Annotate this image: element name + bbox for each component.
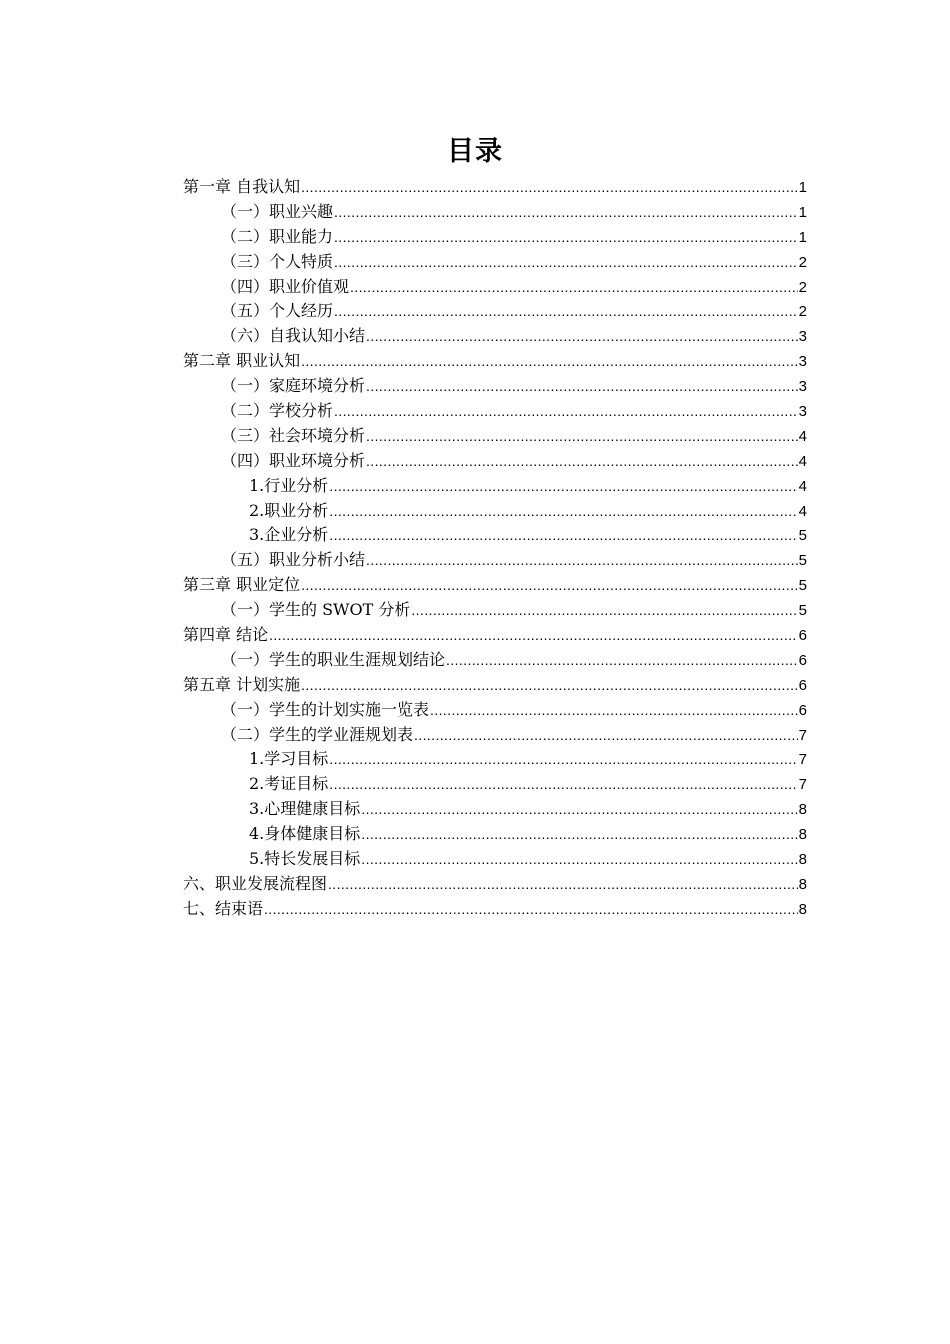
toc-entry-label: 六、职业发展流程图 bbox=[183, 873, 328, 893]
toc-page-number: 3 bbox=[798, 403, 807, 421]
toc-dot-leader bbox=[329, 474, 797, 499]
toc-page-number: 6 bbox=[798, 651, 807, 669]
toc-entry-label: （一）学生的计划实施一览表 bbox=[221, 699, 430, 719]
toc-dot-leader bbox=[334, 225, 798, 250]
toc-dot-leader bbox=[361, 797, 797, 822]
toc-dot-leader bbox=[329, 499, 797, 524]
toc-entry-label: （一）家庭环境分析 bbox=[221, 376, 366, 396]
toc-page-number: 2 bbox=[798, 278, 807, 296]
toc-dot-leader bbox=[366, 374, 798, 399]
toc-page-number: 1 bbox=[798, 203, 807, 221]
toc-entry[interactable] bbox=[183, 648, 807, 673]
toc-page-number: 3 bbox=[798, 328, 807, 346]
toc-page-number: 8 bbox=[798, 900, 807, 918]
toc-entry[interactable] bbox=[183, 250, 807, 275]
toc-entry[interactable] bbox=[183, 299, 807, 324]
toc-entry-label: （五）个人经历 bbox=[221, 301, 334, 321]
toc-dot-leader bbox=[366, 449, 798, 474]
toc-page-number: 8 bbox=[798, 801, 807, 819]
toc-entry-label: （一）职业兴趣 bbox=[221, 201, 334, 221]
toc-page-number: 6 bbox=[798, 627, 807, 645]
toc-page-number: 6 bbox=[798, 676, 807, 694]
toc-dot-leader bbox=[361, 847, 797, 872]
toc-page-number: 5 bbox=[798, 552, 807, 570]
toc-entry-label: 第二章 职业认知 bbox=[183, 351, 301, 371]
toc-entry[interactable] bbox=[183, 872, 807, 897]
toc-page-number: 7 bbox=[798, 726, 807, 744]
toc-dot-leader bbox=[328, 872, 798, 897]
toc-entry-label: （五）职业分析小结 bbox=[221, 550, 366, 570]
toc-dot-leader bbox=[264, 897, 798, 922]
toc-entry-label: 2.职业分析 bbox=[249, 500, 329, 520]
toc-entry-label: 七、结束语 bbox=[183, 898, 264, 918]
toc-entry-label: （二）职业能力 bbox=[221, 226, 334, 246]
toc-page-number: 3 bbox=[798, 378, 807, 396]
toc-page-number: 3 bbox=[798, 353, 807, 371]
toc-page-number: 8 bbox=[798, 875, 807, 893]
toc-dot-leader bbox=[366, 424, 798, 449]
toc-entry[interactable] bbox=[183, 623, 807, 648]
toc-entry[interactable] bbox=[183, 698, 807, 723]
toc-dot-leader bbox=[329, 523, 797, 548]
toc-page-number: 5 bbox=[798, 527, 807, 545]
toc-dot-leader bbox=[366, 548, 798, 573]
toc-dot-leader bbox=[301, 349, 798, 374]
toc-entry-label: 第五章 计划实施 bbox=[183, 674, 301, 694]
toc-page-number: 5 bbox=[798, 577, 807, 595]
toc-page-number: 4 bbox=[798, 452, 807, 470]
toc-entry-label: （四）职业环境分析 bbox=[221, 450, 366, 470]
toc-entry[interactable] bbox=[183, 200, 807, 225]
toc-entry[interactable] bbox=[183, 673, 807, 698]
toc-entry[interactable] bbox=[183, 598, 807, 623]
toc-entry-label: （一）学生的 SWOT 分析 bbox=[221, 600, 411, 620]
toc-entry-label: （三）社会环境分析 bbox=[221, 425, 366, 445]
toc-entry-label: 3.心理健康目标 bbox=[249, 799, 361, 819]
toc-entry[interactable] bbox=[183, 822, 807, 847]
toc-entry[interactable] bbox=[183, 897, 807, 922]
toc-entry-label: 4.身体健康目标 bbox=[249, 824, 361, 844]
toc-entry[interactable] bbox=[183, 349, 807, 374]
toc-dot-leader bbox=[334, 399, 798, 424]
toc-entry[interactable] bbox=[183, 573, 807, 598]
toc-dot-leader bbox=[361, 822, 797, 847]
toc-dot-leader bbox=[269, 623, 798, 648]
toc-dot-leader bbox=[414, 723, 798, 748]
toc-dot-leader bbox=[411, 598, 797, 623]
toc-entry[interactable] bbox=[183, 225, 807, 250]
toc-entry[interactable] bbox=[183, 424, 807, 449]
toc-entry-label: 第四章 结论 bbox=[183, 625, 269, 645]
toc-page-number: 7 bbox=[798, 751, 807, 769]
toc-page-number: 5 bbox=[798, 602, 807, 620]
toc-entry-label: 1.学习目标 bbox=[249, 749, 329, 769]
toc-entry[interactable] bbox=[183, 747, 807, 772]
toc-page-number: 4 bbox=[798, 427, 807, 445]
toc-entry[interactable] bbox=[183, 772, 807, 797]
toc-entry-label: 2.考证目标 bbox=[249, 774, 329, 794]
toc-dot-leader bbox=[329, 772, 797, 797]
toc-page-number: 2 bbox=[798, 303, 807, 321]
toc-entry[interactable] bbox=[183, 499, 807, 524]
toc-page-number: 6 bbox=[798, 701, 807, 719]
toc-entry[interactable] bbox=[183, 374, 807, 399]
toc-entry-label: 3.企业分析 bbox=[249, 525, 329, 545]
toc-dot-leader bbox=[366, 324, 798, 349]
toc-page-number: 4 bbox=[798, 502, 807, 520]
toc-entry[interactable] bbox=[183, 399, 807, 424]
table-of-contents bbox=[183, 175, 807, 922]
toc-entry-label: （六）自我认知小结 bbox=[221, 326, 366, 346]
toc-page-number: 1 bbox=[798, 179, 807, 196]
toc-entry[interactable] bbox=[183, 474, 807, 499]
toc-entry[interactable] bbox=[183, 324, 807, 349]
toc-entry[interactable] bbox=[183, 723, 807, 748]
toc-dot-leader bbox=[334, 200, 798, 225]
toc-entry[interactable] bbox=[183, 797, 807, 822]
toc-dot-leader bbox=[350, 275, 798, 300]
toc-entry-label: （一）学生的职业生涯规划结论 bbox=[221, 649, 446, 669]
toc-entry-label: （二）学校分析 bbox=[221, 401, 334, 421]
toc-entry[interactable] bbox=[183, 847, 807, 872]
toc-page-number: 7 bbox=[798, 776, 807, 794]
toc-entry-label: （四）职业价值观 bbox=[221, 276, 350, 296]
toc-page-number: 1 bbox=[798, 228, 807, 246]
toc-entry[interactable] bbox=[183, 548, 807, 573]
toc-entry-label: （三）个人特质 bbox=[221, 251, 334, 271]
toc-entry-label: 第一章 自我认知 bbox=[183, 177, 301, 196]
toc-entry-label: （二）学生的学业涯规划表 bbox=[221, 724, 414, 744]
toc-dot-leader bbox=[334, 299, 798, 324]
page-title: 目录 bbox=[447, 136, 503, 167]
toc-entry-label: 5.特长发展目标 bbox=[249, 849, 361, 869]
toc-page-number: 8 bbox=[798, 851, 807, 869]
toc-dot-leader bbox=[446, 648, 798, 673]
toc-dot-leader bbox=[334, 250, 798, 275]
toc-entry[interactable] bbox=[183, 175, 807, 200]
toc-dot-leader bbox=[430, 698, 798, 723]
toc-entry-label: 1.行业分析 bbox=[249, 475, 329, 495]
toc-entry-label: 第三章 职业定位 bbox=[183, 575, 301, 595]
toc-page-number: 4 bbox=[798, 477, 807, 495]
toc-page-number: 8 bbox=[798, 826, 807, 844]
toc-dot-leader bbox=[329, 747, 797, 772]
toc-entry[interactable] bbox=[183, 449, 807, 474]
toc-dot-leader bbox=[301, 573, 798, 598]
toc-page-number: 2 bbox=[798, 253, 807, 271]
toc-entry[interactable] bbox=[183, 275, 807, 300]
toc-entry[interactable] bbox=[183, 523, 807, 548]
toc-dot-leader bbox=[301, 673, 798, 698]
toc-dot-leader bbox=[301, 175, 798, 200]
